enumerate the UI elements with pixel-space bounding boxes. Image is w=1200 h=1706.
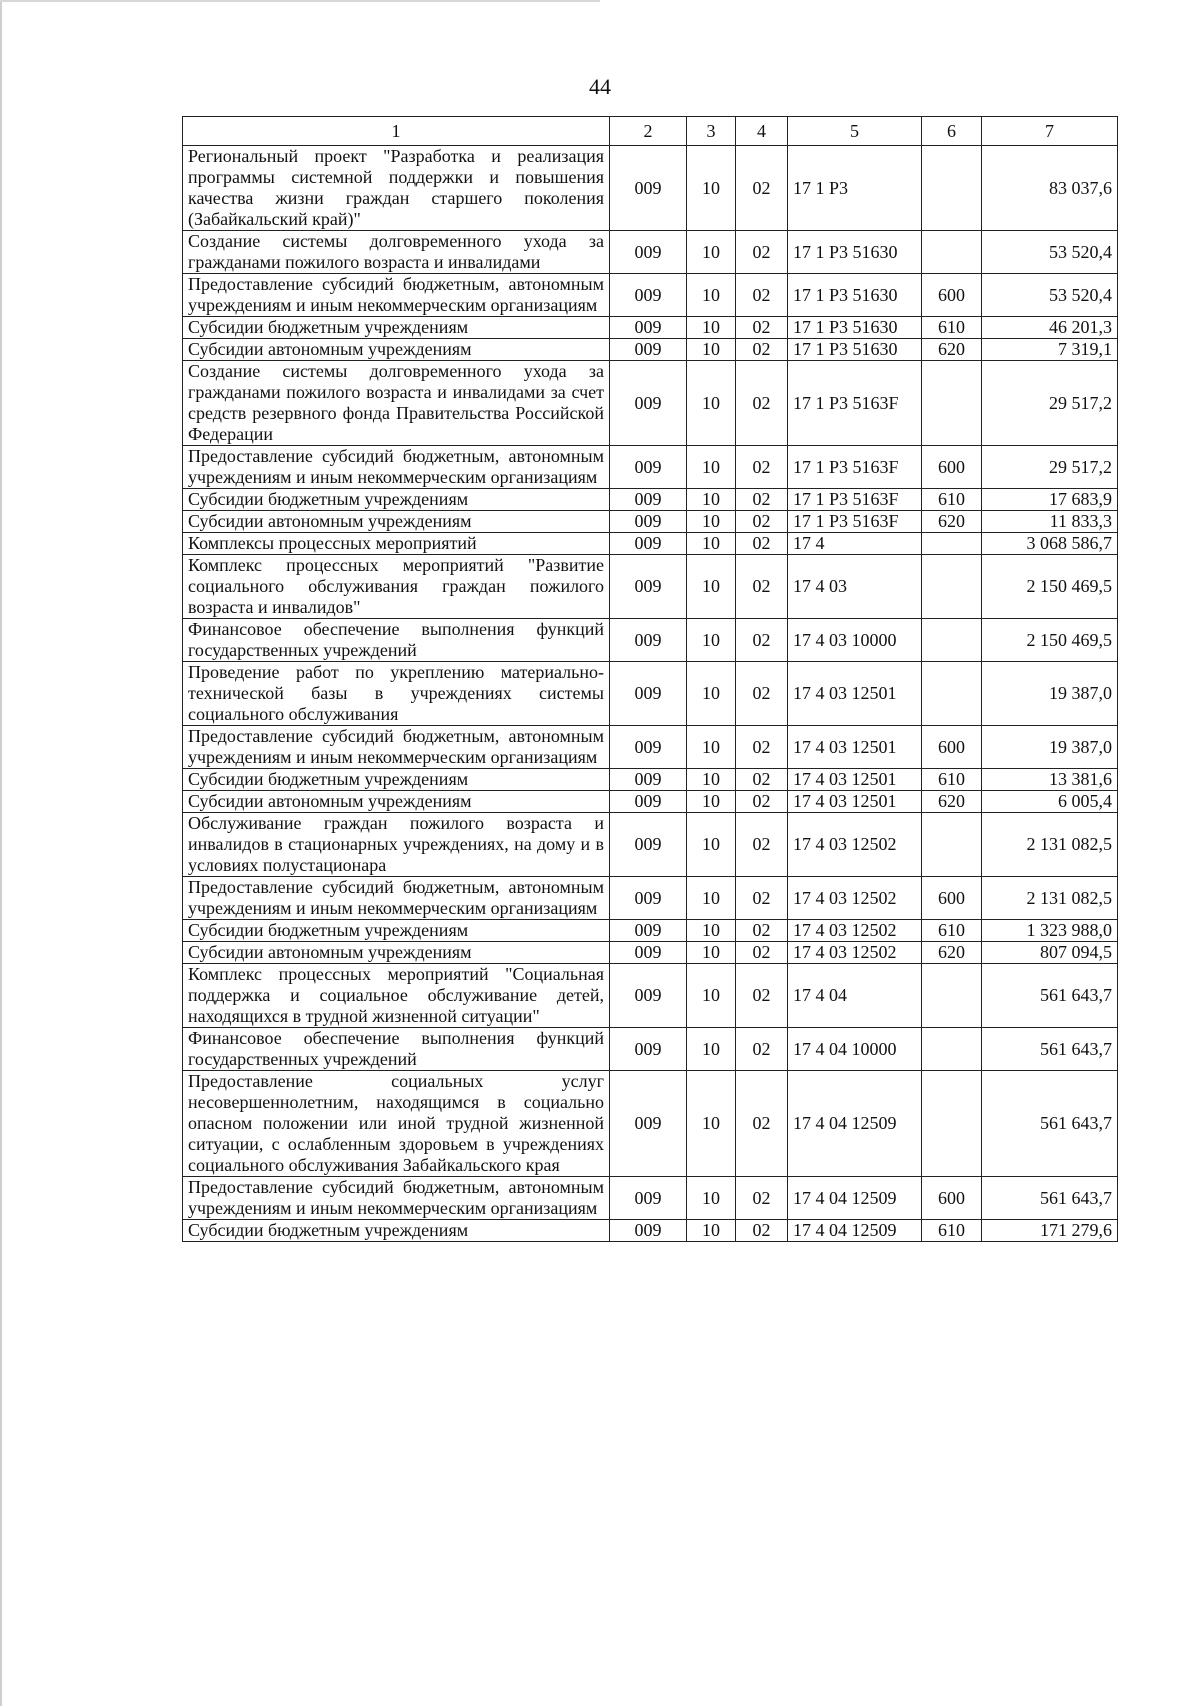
section-code-cell: 10 [687,489,736,511]
subsection-code-cell: 02 [736,317,788,339]
amount-cell: 11 833,3 [982,511,1118,533]
row-name-cell: Предоставление субсидий бюджетным, автономным учреждениям и иным некоммерческим организациям [183,726,610,769]
expense-type-cell [922,619,982,662]
table-row [183,361,1118,446]
row-name-cell: Предоставление субсидий бюджетным, автономным учреждениям и иным некоммерческим организациям [183,1177,610,1220]
subsection-code-cell: 02 [736,813,788,877]
ministry-code-cell: 009 [610,361,687,446]
table-row [183,533,1118,555]
ministry-code-cell: 009 [610,1071,687,1177]
row-name-cell: Субсидии автономным учреждениям [183,339,610,361]
section-code-cell: 10 [687,877,736,920]
col-header-7: 7 [982,117,1118,146]
ministry-code-cell: 009 [610,533,687,555]
ministry-code-cell: 009 [610,1028,687,1071]
expense-type-cell [922,533,982,555]
target-article-cell: 17 1 Р3 5163F [788,489,922,511]
expense-type-cell: 600 [922,446,982,489]
target-article-cell: 17 4 03 12502 [788,877,922,920]
section-code-cell: 10 [687,146,736,231]
row-name-cell: Субсидии бюджетным учреждениям [183,489,610,511]
expense-type-cell [922,146,982,231]
expense-type-cell [922,813,982,877]
amount-cell: 3 068 586,7 [982,533,1118,555]
section-code-cell: 10 [687,1028,736,1071]
section-code-cell: 10 [687,791,736,813]
section-code-cell: 10 [687,1220,736,1242]
table-row [183,920,1118,942]
expense-type-cell: 620 [922,511,982,533]
table-row [183,146,1118,231]
target-article-cell: 17 1 Р3 51630 [788,274,922,317]
row-name-cell: Субсидии бюджетным учреждениям [183,769,610,791]
subsection-code-cell: 02 [736,489,788,511]
table-row [183,877,1118,920]
target-article-cell: 17 4 03 12502 [788,942,922,964]
subsection-code-cell: 02 [736,662,788,726]
subsection-code-cell: 02 [736,942,788,964]
ministry-code-cell: 009 [610,317,687,339]
section-code-cell: 10 [687,726,736,769]
row-name-cell: Создание системы долговременного ухода за гражданами пожилого возраста и инвалидами [183,231,610,274]
section-code-cell: 10 [687,964,736,1028]
expense-type-cell: 600 [922,1177,982,1220]
target-article-cell: 17 1 Р3 51630 [788,339,922,361]
section-code-cell: 10 [687,769,736,791]
table-row [183,1028,1118,1071]
section-code-cell: 10 [687,231,736,274]
target-article-cell: 17 4 04 10000 [788,1028,922,1071]
table-row [183,317,1118,339]
section-code-cell: 10 [687,511,736,533]
amount-cell: 6 005,4 [982,791,1118,813]
table-row [183,339,1118,361]
ministry-code-cell: 009 [610,813,687,877]
ministry-code-cell: 009 [610,662,687,726]
expense-type-cell: 610 [922,1220,982,1242]
row-name-cell: Проведение работ по укреплению материально-технической базы в учреждениях системы социального обслуживания [183,662,610,726]
ministry-code-cell: 009 [610,1220,687,1242]
row-name-cell: Комплексы процессных мероприятий [183,533,610,555]
table-row [183,274,1118,317]
ministry-code-cell: 009 [610,274,687,317]
amount-cell: 171 279,6 [982,1220,1118,1242]
expense-type-cell: 600 [922,274,982,317]
row-name-cell: Субсидии автономным учреждениям [183,942,610,964]
amount-cell: 83 037,6 [982,146,1118,231]
subsection-code-cell: 02 [736,877,788,920]
row-name-cell: Финансовое обеспечение выполнения функций государственных учреждений [183,1028,610,1071]
subsection-code-cell: 02 [736,1028,788,1071]
target-article-cell: 17 1 Р3 5163F [788,511,922,533]
expense-type-cell: 610 [922,489,982,511]
ministry-code-cell: 009 [610,339,687,361]
expense-type-cell [922,964,982,1028]
table-row [183,446,1118,489]
target-article-cell: 17 4 04 12509 [788,1071,922,1177]
subsection-code-cell: 02 [736,726,788,769]
subsection-code-cell: 02 [736,555,788,619]
col-header-6: 6 [922,117,982,146]
amount-cell: 7 319,1 [982,339,1118,361]
amount-cell: 13 381,6 [982,769,1118,791]
target-article-cell: 17 1 Р3 5163F [788,361,922,446]
row-name-cell: Субсидии автономным учреждениям [183,791,610,813]
amount-cell: 561 643,7 [982,1028,1118,1071]
subsection-code-cell: 02 [736,231,788,274]
ministry-code-cell: 009 [610,555,687,619]
subsection-code-cell: 02 [736,1220,788,1242]
row-name-cell: Субсидии бюджетным учреждениям [183,317,610,339]
section-code-cell: 10 [687,662,736,726]
col-header-1: 1 [183,117,610,146]
section-code-cell: 10 [687,446,736,489]
row-name-cell: Региональный проект "Разработка и реализация программы системной поддержки и повышения качества жизни граждан старшего поколения (Забайкальский край)" [183,146,610,231]
target-article-cell: 17 4 03 12501 [788,726,922,769]
table-row [183,662,1118,726]
row-name-cell: Предоставление субсидий бюджетным, автономным учреждениям и иным некоммерческим организациям [183,274,610,317]
table-row [183,555,1118,619]
section-code-cell: 10 [687,533,736,555]
subsection-code-cell: 02 [736,791,788,813]
expense-type-cell [922,1071,982,1177]
section-code-cell: 10 [687,1071,736,1177]
table-row [183,231,1118,274]
expense-type-cell [922,361,982,446]
ministry-code-cell: 009 [610,619,687,662]
section-code-cell: 10 [687,361,736,446]
row-name-cell: Комплекс процессных мероприятий "Социальная поддержка и социальное обслуживание детей, находящихся в трудной жизненной ситуации" [183,964,610,1028]
target-article-cell: 17 4 03 12502 [788,920,922,942]
table-row [183,813,1118,877]
table-row [183,511,1118,533]
table-row [183,726,1118,769]
expense-type-cell: 620 [922,942,982,964]
amount-cell: 29 517,2 [982,446,1118,489]
row-name-cell: Субсидии автономным учреждениям [183,511,610,533]
amount-cell: 19 387,0 [982,662,1118,726]
target-article-cell: 17 1 Р3 5163F [788,446,922,489]
row-name-cell: Предоставление социальных услуг несовершеннолетним, находящимся в социально опасном положении или иной трудной жизненной ситуации, с ослабленным здоровьем в учреждениях социального обслуживания Забайкальского края [183,1071,610,1177]
expense-type-cell [922,555,982,619]
target-article-cell: 17 4 03 12502 [788,813,922,877]
expense-type-cell: 610 [922,317,982,339]
ministry-code-cell: 009 [610,1177,687,1220]
amount-cell: 53 520,4 [982,231,1118,274]
row-name-cell: Обслуживание граждан пожилого возраста и инвалидов в стационарных учреждениях, на дому и в условиях полустационара [183,813,610,877]
subsection-code-cell: 02 [736,1071,788,1177]
amount-cell: 561 643,7 [982,964,1118,1028]
subsection-code-cell: 02 [736,964,788,1028]
table-row [183,1220,1118,1242]
amount-cell: 2 131 082,5 [982,813,1118,877]
table-row [183,619,1118,662]
section-code-cell: 10 [687,555,736,619]
section-code-cell: 10 [687,317,736,339]
expense-type-cell: 610 [922,769,982,791]
ministry-code-cell: 009 [610,489,687,511]
table-row [183,1177,1118,1220]
amount-cell: 807 094,5 [982,942,1118,964]
target-article-cell: 17 4 03 12501 [788,662,922,726]
subsection-code-cell: 02 [736,446,788,489]
expense-type-cell: 600 [922,877,982,920]
expense-type-cell: 620 [922,339,982,361]
section-code-cell: 10 [687,274,736,317]
amount-cell: 46 201,3 [982,317,1118,339]
expense-type-cell: 600 [922,726,982,769]
subsection-code-cell: 02 [736,533,788,555]
table-row [183,1071,1118,1177]
ministry-code-cell: 009 [610,446,687,489]
subsection-code-cell: 02 [736,920,788,942]
target-article-cell: 17 4 [788,533,922,555]
page-number: 44 [589,74,611,99]
col-header-5: 5 [788,117,922,146]
subsection-code-cell: 02 [736,1177,788,1220]
col-header-2: 2 [610,117,687,146]
expense-type-cell: 620 [922,791,982,813]
scan-top-edge [0,0,600,2]
ministry-code-cell: 009 [610,511,687,533]
expense-type-cell: 610 [922,920,982,942]
target-article-cell: 17 1 Р3 [788,146,922,231]
table-row [183,489,1118,511]
target-article-cell: 17 4 03 [788,555,922,619]
col-header-4: 4 [736,117,788,146]
target-article-cell: 17 4 04 [788,964,922,1028]
target-article-cell: 17 4 03 12501 [788,791,922,813]
amount-cell: 2 150 469,5 [982,619,1118,662]
table-row [183,942,1118,964]
scan-left-edge [0,0,2,1706]
subsection-code-cell: 02 [736,339,788,361]
col-header-3: 3 [687,117,736,146]
amount-cell: 2 131 082,5 [982,877,1118,920]
subsection-code-cell: 02 [736,274,788,317]
section-code-cell: 10 [687,339,736,361]
row-name-cell: Комплекс процессных мероприятий "Развитие социального обслуживания граждан пожилого возраста и инвалидов" [183,555,610,619]
expense-type-cell [922,231,982,274]
row-name-cell: Предоставление субсидий бюджетным, автономным учреждениям и иным некоммерческим организациям [183,877,610,920]
target-article-cell: 17 1 Р3 51630 [788,317,922,339]
expense-type-cell [922,662,982,726]
row-name-cell: Предоставление субсидий бюджетным, автономным учреждениям и иным некоммерческим организациям [183,446,610,489]
section-code-cell: 10 [687,920,736,942]
table-row [183,964,1118,1028]
target-article-cell: 17 4 03 12501 [788,769,922,791]
ministry-code-cell: 009 [610,769,687,791]
section-code-cell: 10 [687,942,736,964]
budget-table [182,116,1118,1242]
amount-cell: 53 520,4 [982,274,1118,317]
subsection-code-cell: 02 [736,769,788,791]
amount-cell: 29 517,2 [982,361,1118,446]
row-name-cell: Финансовое обеспечение выполнения функций государственных учреждений [183,619,610,662]
subsection-code-cell: 02 [736,146,788,231]
section-code-cell: 10 [687,1177,736,1220]
row-name-cell: Субсидии бюджетным учреждениям [183,1220,610,1242]
ministry-code-cell: 009 [610,231,687,274]
subsection-code-cell: 02 [736,361,788,446]
amount-cell: 561 643,7 [982,1071,1118,1177]
target-article-cell: 17 4 04 12509 [788,1177,922,1220]
subsection-code-cell: 02 [736,511,788,533]
ministry-code-cell: 009 [610,942,687,964]
amount-cell: 1 323 988,0 [982,920,1118,942]
amount-cell: 19 387,0 [982,726,1118,769]
target-article-cell: 17 4 04 12509 [788,1220,922,1242]
subsection-code-cell: 02 [736,619,788,662]
ministry-code-cell: 009 [610,920,687,942]
section-code-cell: 10 [687,813,736,877]
target-article-cell: 17 1 Р3 51630 [788,231,922,274]
row-name-cell: Создание системы долговременного ухода за гражданами пожилого возраста и инвалидами за счет средств резервного фонда Правительства Российской Федерации [183,361,610,446]
target-article-cell: 17 4 03 10000 [788,619,922,662]
ministry-code-cell: 009 [610,964,687,1028]
ministry-code-cell: 009 [610,877,687,920]
ministry-code-cell: 009 [610,726,687,769]
amount-cell: 2 150 469,5 [982,555,1118,619]
table-row [183,791,1118,813]
section-code-cell: 10 [687,619,736,662]
amount-cell: 561 643,7 [982,1177,1118,1220]
amount-cell: 17 683,9 [982,489,1118,511]
table-row [183,769,1118,791]
row-name-cell: Субсидии бюджетным учреждениям [183,920,610,942]
expense-type-cell [922,1028,982,1071]
ministry-code-cell: 009 [610,791,687,813]
table-header-row [183,117,1118,146]
ministry-code-cell: 009 [610,146,687,231]
